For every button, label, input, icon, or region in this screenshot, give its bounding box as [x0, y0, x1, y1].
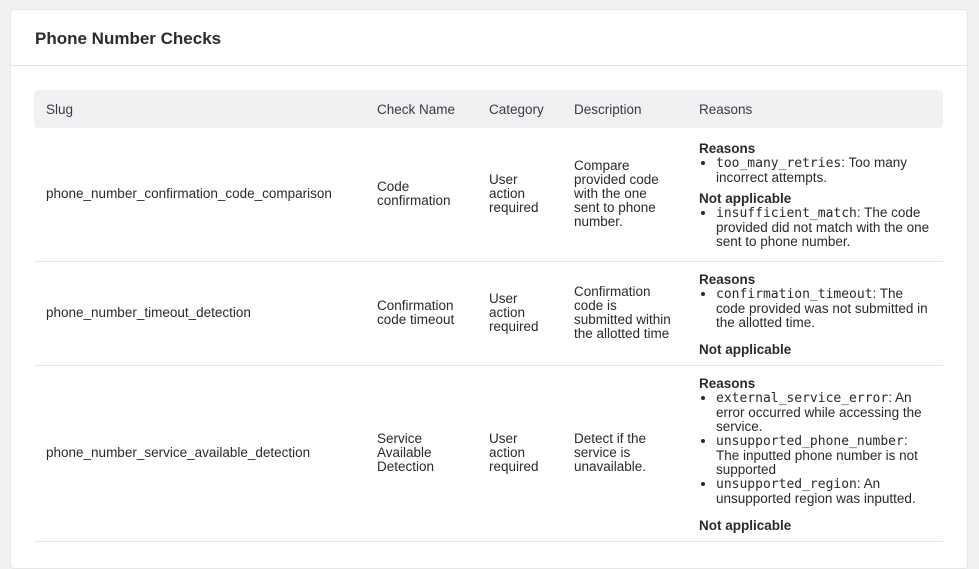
reasons-cell: [687, 365, 943, 541]
check-name-cell: Service Available Detection: [365, 365, 477, 541]
reason-item: [716, 391, 931, 434]
description-cell: Detect if the service is unavailable.: [562, 365, 687, 541]
reasons-cell: [687, 128, 943, 261]
description-cell: Compare provided code with the one sent to phone number.: [562, 128, 687, 261]
header-slug: Slug: [34, 90, 365, 128]
reason-text: : An error occurred while accessing the service.: [716, 389, 922, 434]
reasons-heading: Reasons: [699, 141, 756, 157]
not-applicable-heading: Not applicable: [699, 191, 792, 207]
not-applicable-list: [699, 206, 931, 249]
reasons-list: [699, 287, 931, 330]
reasons-heading: Reasons: [699, 375, 756, 391]
check-name-cell: Code confirmation: [365, 128, 477, 261]
reasons-cell: [687, 261, 943, 365]
not-applicable-text: : The code provided did not match with the one sent to phone number.: [716, 205, 930, 250]
slug-cell: phone_number_timeout_detection: [34, 261, 365, 365]
reason-item: [716, 477, 931, 506]
category-cell: User action required: [477, 365, 562, 541]
reason-text: : The code provided was not submitted in the allotted time.: [716, 285, 928, 330]
card-header: [11, 10, 967, 66]
not-applicable-heading: Not applicable: [699, 517, 792, 533]
reason-text: : The inputted phone number is not supported: [716, 432, 918, 477]
reason-text: : An unsupported region was inputted.: [716, 475, 916, 506]
reason-code: unsupported_phone_number: [716, 433, 904, 449]
phone-number-checks-card: [10, 9, 968, 569]
reasons-heading: Reasons: [699, 271, 756, 287]
reason-code: external_service_error: [716, 390, 889, 406]
card-title: Phone Number Checks: [35, 28, 222, 48]
header-reasons: Reasons: [687, 90, 943, 128]
reason-item: [716, 434, 931, 477]
reason-code: confirmation_timeout: [716, 286, 873, 302]
table-header: [34, 90, 943, 128]
table-row: [34, 365, 943, 541]
reason-item: [716, 287, 931, 330]
description-cell: Confirmation code is submitted within the allotted time: [562, 261, 687, 365]
header-row: [34, 90, 943, 128]
reason-text: : Too many incorrect attempts.: [716, 155, 908, 186]
checks-table: [34, 90, 943, 542]
header-description: Description: [562, 90, 687, 128]
reason-item: [716, 156, 931, 185]
header-check-name: Check Name: [365, 90, 477, 128]
reasons-list: [699, 391, 931, 506]
not-applicable-heading: Not applicable: [699, 341, 792, 357]
table-row: [34, 128, 943, 261]
category-cell: User action required: [477, 128, 562, 261]
check-name-cell: Confirmation code timeout: [365, 261, 477, 365]
slug-cell: phone_number_service_available_detection: [34, 365, 365, 541]
not-applicable-item: [716, 206, 931, 249]
header-category: Category: [477, 90, 562, 128]
reasons-list: [699, 156, 931, 185]
table-body: [34, 128, 943, 541]
reason-code: too_many_retries: [716, 156, 842, 172]
reason-code: unsupported_region: [716, 476, 857, 492]
category-cell: User action required: [477, 261, 562, 365]
table-row: [34, 261, 943, 365]
not-applicable-code: insufficient_match: [716, 206, 857, 222]
slug-cell: phone_number_confirmation_code_comparison: [34, 128, 365, 261]
